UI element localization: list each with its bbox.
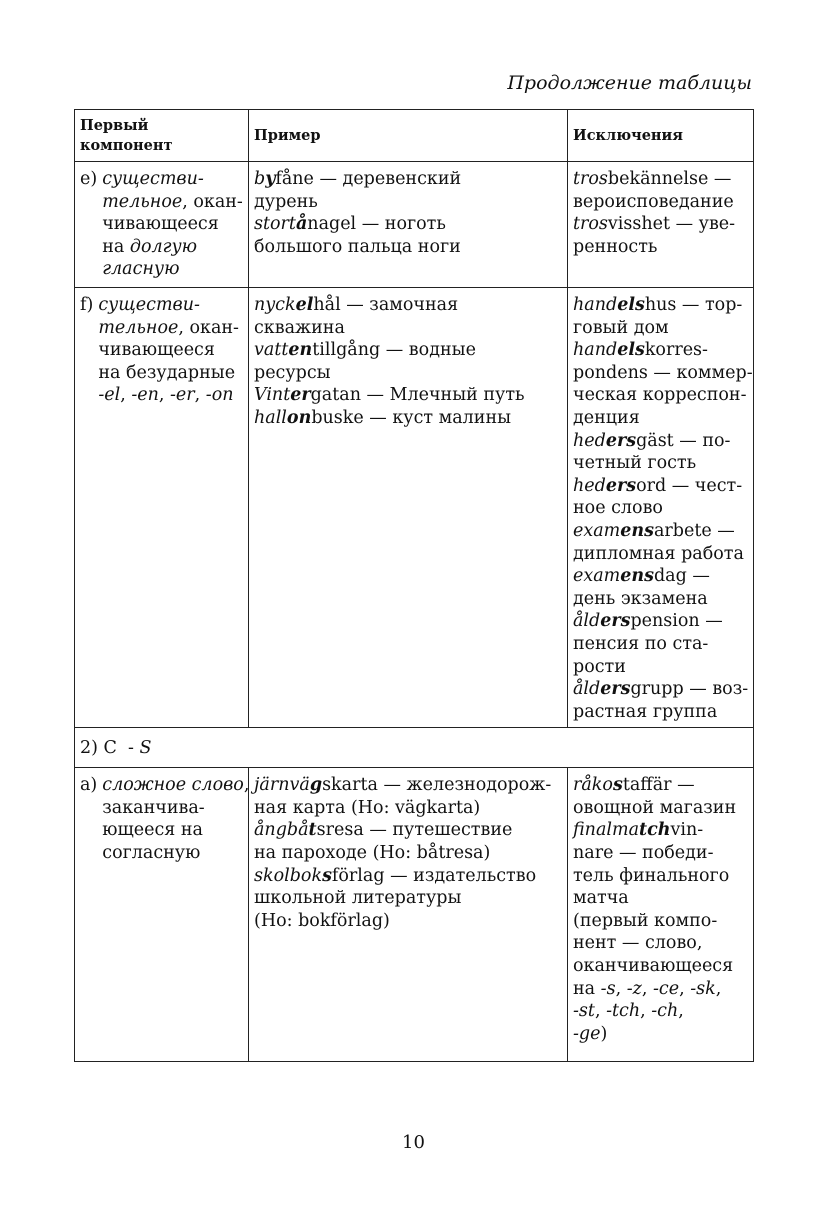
text-line: нент — слово, (573, 933, 703, 954)
text-line: заканчива- (102, 797, 205, 818)
text-line: чивающееся (98, 340, 215, 361)
exception-cell-f (568, 288, 754, 728)
page-number: 10 (402, 1132, 425, 1153)
text-line: говый дом (573, 317, 669, 338)
table-row-f (75, 288, 754, 728)
text-line: åldersgrupp — воз- (573, 679, 749, 700)
text-line: examensarbete — (573, 520, 735, 541)
text-line: nyckelhål — замочная (254, 295, 459, 315)
header-exceptions: Исключения (568, 110, 754, 162)
component-seg: тельное (102, 191, 183, 212)
text-line: ресурсы (254, 362, 331, 383)
text-line: рости (573, 656, 626, 677)
text-line: сложное слово, (102, 775, 250, 796)
text-line: hedersord — чест- (573, 475, 743, 496)
example-cell-a (249, 768, 568, 1062)
text-line: järnvägskarta — железнодорож- (254, 775, 552, 796)
text-line: ålderspension — (573, 611, 723, 632)
text-line: hallonbuske — куст малины (254, 407, 512, 428)
example-cell-f (249, 288, 568, 728)
text-line (102, 191, 244, 214)
text-line: овощной магазин (573, 797, 737, 818)
text-line: skolboksförlag — издательство (254, 865, 537, 886)
text-line: råkostaffär — (573, 775, 695, 796)
text-line: на долгую (102, 236, 198, 257)
text-line: pondens — коммер- (573, 362, 753, 383)
component-cell-f: f) существи- тельное, окан- чивающееся на безударные -el, -en, -er, -on (75, 288, 249, 728)
text-line: растная группа (573, 701, 718, 722)
text-line: гласную (102, 259, 180, 280)
text-line: ångbåtsresa — путешествие (254, 820, 513, 841)
text-line: handelskorres- (573, 340, 708, 361)
text-line: оканчивающееся (573, 956, 734, 977)
text-line: Первый (80, 116, 149, 134)
text-line: четный гость (573, 453, 697, 474)
text-line: trosbekännelse — (573, 169, 732, 189)
text-line: stortånagel — ноготь (254, 214, 446, 235)
text-line: на пароходе (Но: båtresa) (254, 843, 491, 864)
table-header-row (75, 110, 754, 162)
text-line: существи- (98, 295, 200, 315)
component-cell-e: e) существи- тельное, окан- чивающееся на долгую гласную (75, 162, 249, 288)
table-row-a (75, 768, 754, 1062)
text-line: дипломная работа (573, 543, 744, 564)
text-line: ющееся на (102, 820, 203, 841)
text-line: матча (573, 888, 629, 909)
text-line: -el, -en, -er, -on (98, 385, 234, 406)
text-line: пенсия по ста- (573, 633, 709, 654)
component-seg: , окан- (182, 191, 243, 212)
text-line: чивающееся (102, 214, 219, 235)
exception-cell-e (568, 162, 754, 288)
text-line: Vintergatan — Млечный путь (254, 385, 525, 406)
text-line: ная карта (Но: vägkarta) (254, 797, 481, 818)
text-line: handelshus — тор- (573, 295, 743, 315)
text-line: вероисповедание (573, 191, 734, 212)
text-line: (первый компо- (573, 910, 718, 931)
exception-cell-a (568, 768, 754, 1062)
text-line: ное слово (573, 498, 663, 519)
text-line: vattentillgång — водные (254, 340, 476, 361)
table-section-row (75, 728, 754, 768)
text-line: на безударные (98, 362, 236, 383)
text-line: examensdag — (573, 566, 710, 587)
continuation-caption: Продолжение таблицы (507, 72, 752, 94)
header-example: Пример (249, 110, 568, 162)
text-line: существи- (102, 169, 204, 189)
header-first-component (75, 110, 249, 162)
table-row-e (75, 162, 754, 288)
text-line: byfåne — деревенский (254, 169, 462, 189)
text-line: тель финального (573, 865, 730, 886)
text-line: -st, -tch, -ch, (573, 1001, 684, 1022)
text-line: школьной литературы (254, 888, 462, 909)
component-cell-a: а) сложное слово, заканчива- ющееся на согласную (75, 768, 249, 1062)
text-line: скважина (254, 317, 345, 338)
example-cell-e (249, 162, 568, 288)
text-line: nare — победи- (573, 843, 714, 864)
text-line: (Но: bokförlag) (254, 910, 390, 931)
text-line: большого пальца ноги (254, 236, 461, 257)
compound-table (74, 109, 754, 1062)
text-line: на -s, -z, -ce, -sk, (573, 978, 722, 999)
text-line: ческая корреспон- (573, 385, 747, 406)
text-line: hedersgäst — по- (573, 430, 731, 451)
text-line: дурень (254, 191, 318, 212)
text-line: денция (573, 407, 640, 428)
section-2-cell: 2) С - S (75, 728, 754, 768)
text-line: trosvisshet — уве- (573, 214, 736, 235)
text-line: день экзамена (573, 588, 708, 609)
text-line: finalmatchvin- (573, 820, 704, 841)
text-line: компонент (80, 136, 173, 154)
text-line: тельное, окан- (98, 317, 239, 338)
text-line: согласную (102, 843, 201, 864)
text-line: -ge) (573, 1023, 608, 1044)
text-line: ренность (573, 236, 658, 257)
